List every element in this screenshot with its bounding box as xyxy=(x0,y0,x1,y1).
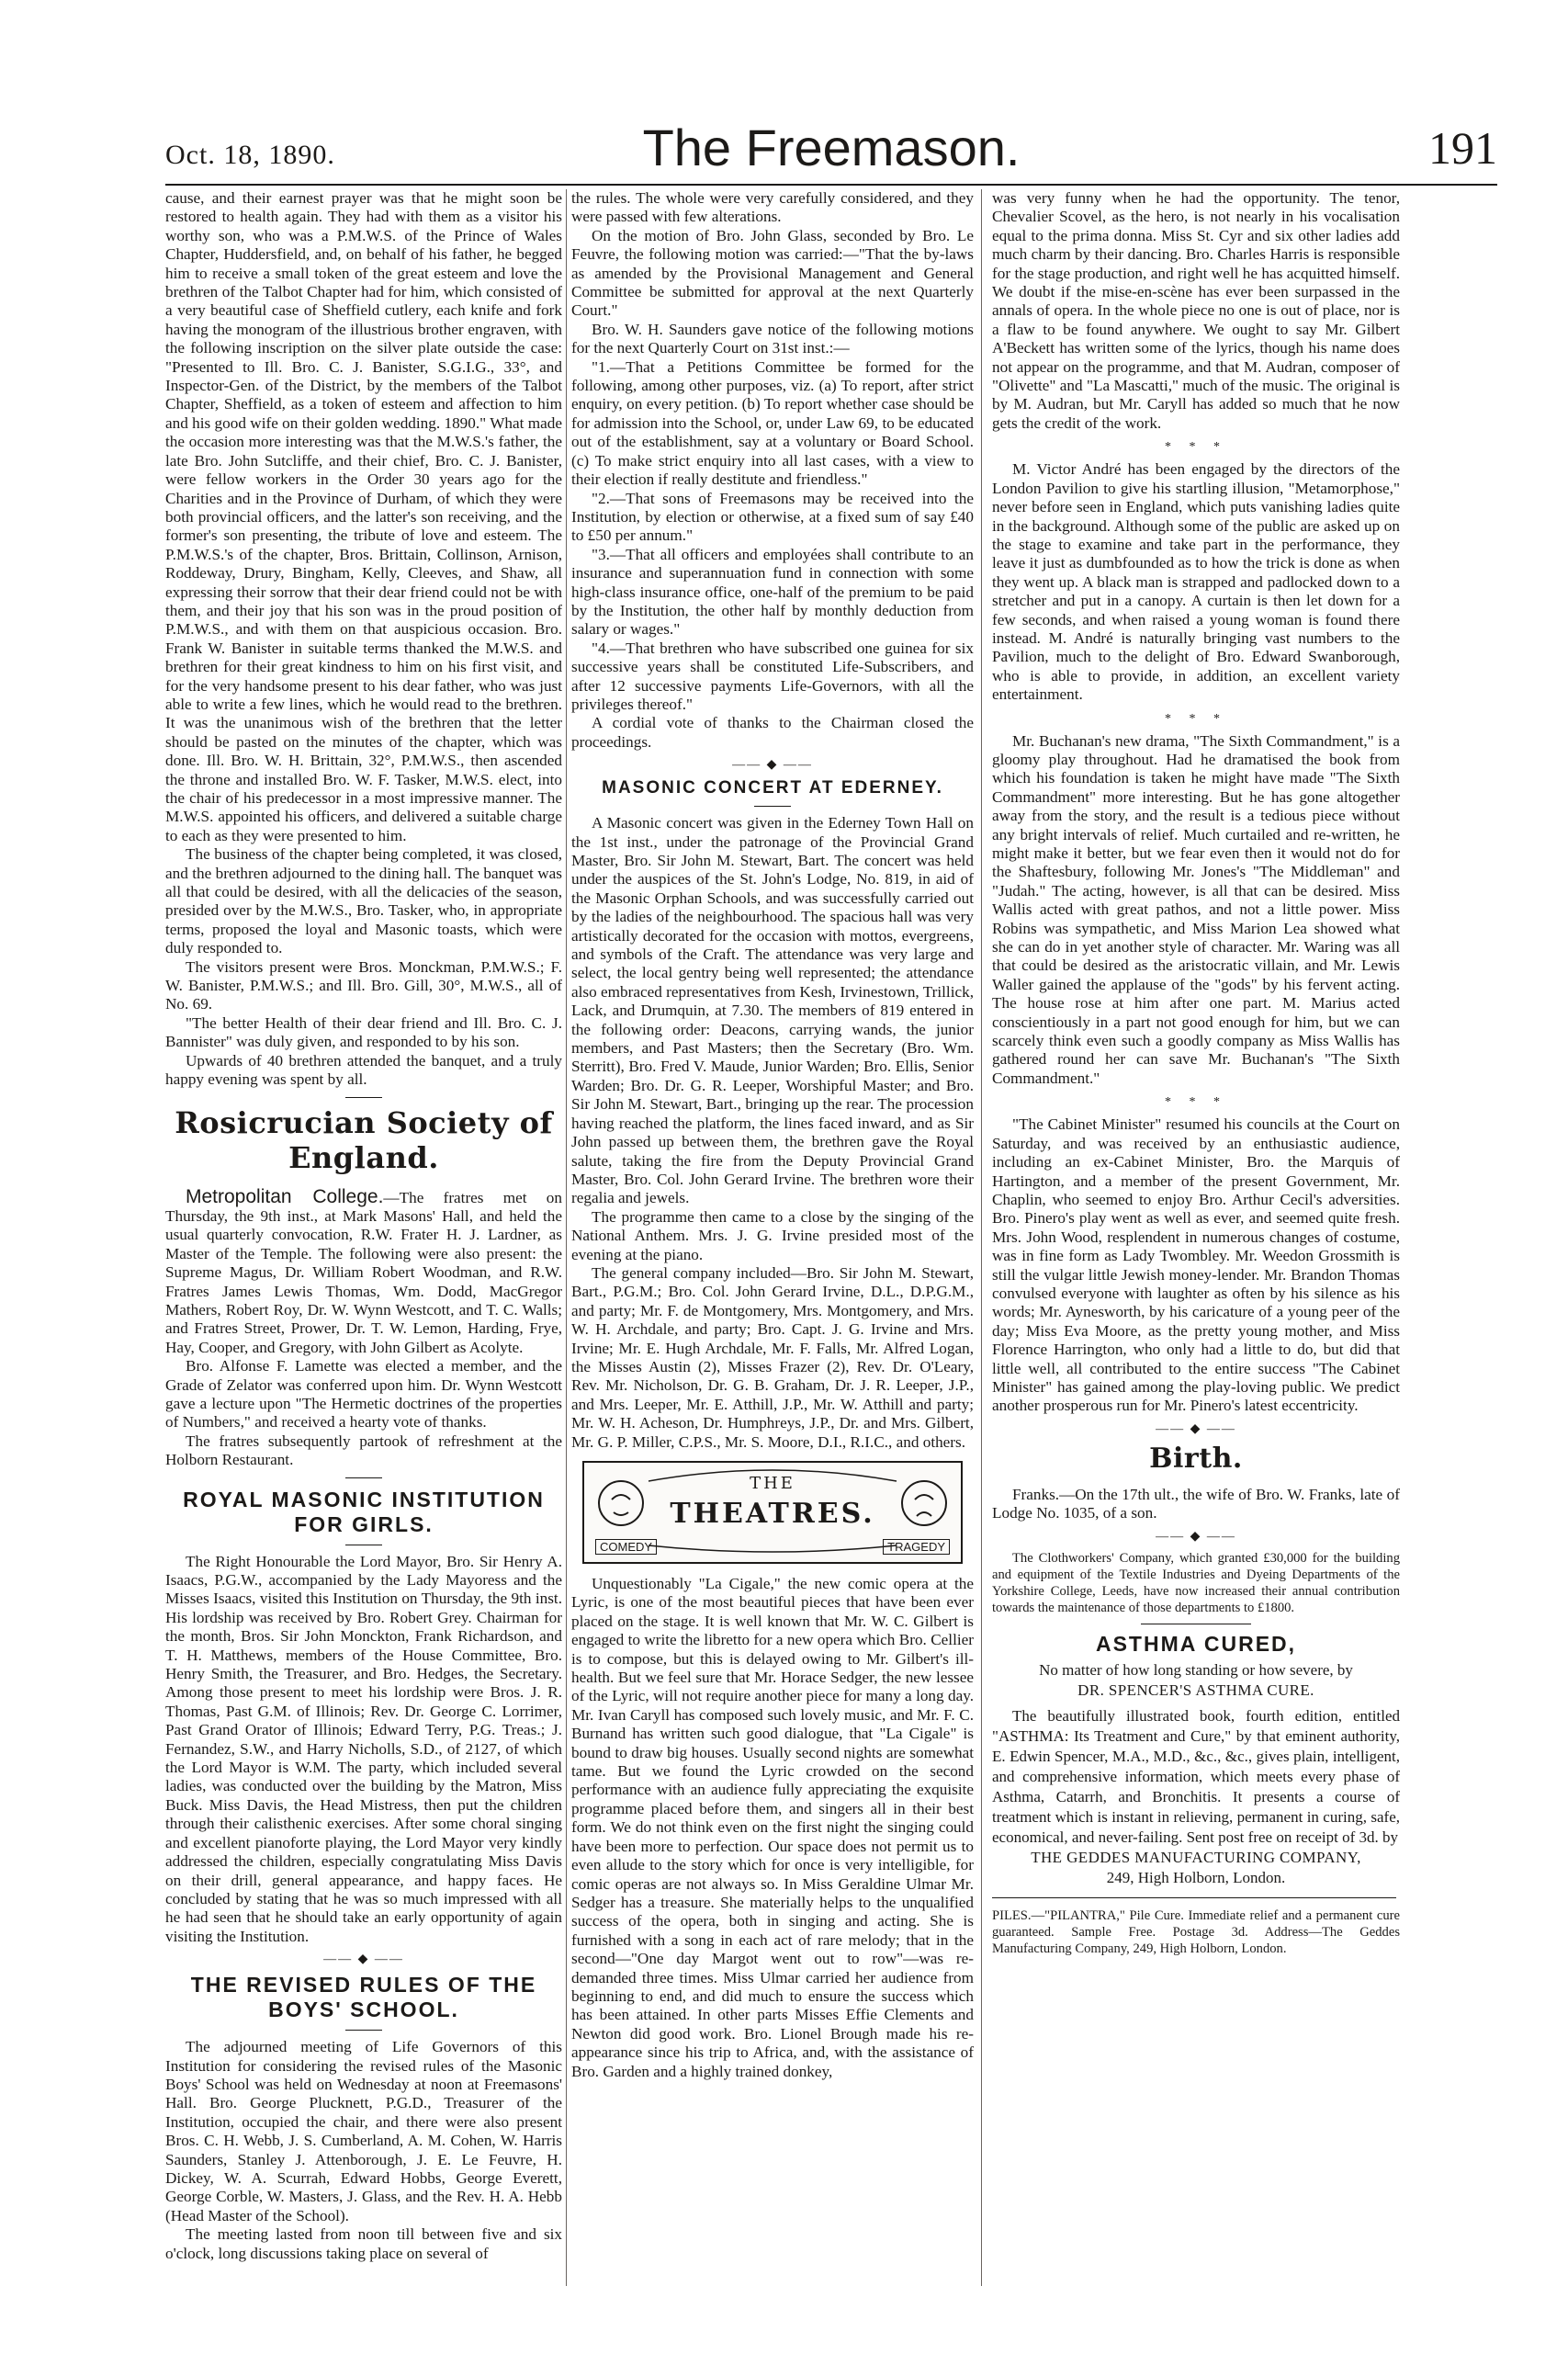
article-paragraph: was very funny when he had the opportunity. The tenor, Chevalier Scovel, as the hero, is not nearly in his vocalisation equal to the prima donna. Miss St. Cyr and six other ladies add much charm by their dancing. Bro. Charles Harris is responsible for the stage production, and right well he has acquitted himself. We doubt if the mise-en-scène has ever been surpassed in the annals of opera. In the whole piece no one is out of place, nor is a flaw to be found anywhere. We ought to say Mr. Gilbert A'Beckett has written some of the lyrics, though his name does not appear on the programme, and that M. Audran, composer of "Olivette" and "La Mascatti," much of the music. The original is by M. Audran, but Mr. Caryll has added so much that he now gets the credit of the work. xyxy=(992,189,1400,432)
subsection-lead: Metropolitan College. xyxy=(186,1185,384,1207)
divider xyxy=(345,1097,382,1098)
masthead-rule xyxy=(165,184,1497,186)
article-paragraph: The meeting lasted from noon till between five and six o'clock, long discussions taking place on several of xyxy=(165,2225,562,2262)
issue-date: Oct. 18, 1890. xyxy=(165,140,335,170)
article-paragraph: "The better Health of their dear friend and Ill. Bro. C. J. Bannister" was duly given, and responded to by his son. xyxy=(165,1013,562,1051)
section-heading: Birth. xyxy=(1149,1442,1243,1475)
article-paragraph: M. Victor André has been engaged by the directors of the London Pavilion to give his startling illusion, "Metamorphose," never before seen in England, which puts vanishing ladies quite in the background. Although some of the public are asked up on the stage to examine and take part in the performance, they leave it just as dumbfounded as to how the trick is done as when they went up. A black man is strapped and padlocked down to a stretcher and put in a canopy. A curtain is then let down for a few seconds, and when raised a young woman is found there instead. M. André is naturally bringing vast numbers to the Pavilion, much to the delight of Bro. Edward Swanborough, who is able to provide, in addition, an excellent variety entertainment. xyxy=(992,460,1400,704)
article-paragraph: The general company included—Bro. Sir John M. Stewart, Bart., P.G.M.; Bro. Col. John Gerard Irvine, D.L., D.P.G.M., and party; Mr. F. de Montgomery, Mrs. Montgomery, and Mrs. W. H. Archdale, and party; Bro. Capt. J. G. Irvine and Mrs. Irvine; Mr. E. Hugh Archdale, Mr. F. Falls, Mr. Alfred Logan, the Misses Austin (2), Misses Frazer (2), Rev. Dr. O'Leary, Rev. Mr. Nicholson, Dr. G. B. Graham, Dr. J. R. Leeper, J.P., and Mrs. Leeper, Mr. E. Atthill, J.P., Mr. W. Atthill and party; Mr. W. H. Acheson, Dr. Humphreys, J.P., Dr. and Mrs. Gilbert, Mr. G. P. Miller, C.P.S., Mr. S. Moore, D.I., R.I.C., and others. xyxy=(571,1263,974,1451)
article-paragraph: The visitors present were Bros. Monckman, P.M.W.S.; F. W. Banister, P.M.W.S.; and Ill. Bro. Gill, 30°, M.W.S., all of No. 69. xyxy=(165,957,562,1013)
asthma-advertisement xyxy=(992,1632,1400,1888)
ad-company: THE GEDDES MANUFACTURING COMPANY, xyxy=(1031,1848,1361,1866)
section-stars: * * * xyxy=(1165,440,1227,455)
ad-body: PILES.—"PILANTRA," Pile Cure. Immediate relief and a permanent cure guaranteed. Sample Free. Postage 3d. Address—The Geddes Manufacturing Company, 249, High Holborn, London. xyxy=(992,1907,1400,1956)
article-paragraph: Upwards of 40 brethren attended the banquet, and a truly happy evening was spent by all. xyxy=(165,1051,562,1089)
article-paragraph: The fratres subsequently partook of refreshment at the Holborn Restaurant. xyxy=(165,1432,562,1469)
divider xyxy=(754,806,791,807)
column-rule xyxy=(566,189,567,2286)
article-paragraph: "3.—That all officers and employées shall contribute to an insurance and superannuation fund in connection with some high-class insurance office, one-half of the premium to be paid by the Institution, the other half by monthly deduction from salary or wages." xyxy=(571,545,974,639)
ad-body: The beautifully illustrated book, fourth edition, entitled "ASTHMA: Its Treatment and Cure," by that eminent authority, E. Edwin Spencer, M.A., M.D., &c., &c., gives plain, intelligent, and comprehensive information, which meets every phase of Asthma, Catarrh, and Bronchitis. It presents a course of treatment which is instant in relieving, permanent in curing, safe, economical, and never-failing. Sent post free on receipt of 3d. by xyxy=(992,1706,1400,1846)
tragedy-label: TRAGEDY xyxy=(883,1539,950,1555)
article-paragraph: "The Cabinet Minister" resumed his councils at the Court on Saturday, and was received by an enthusiastic audience, including an ex-Cabinet Minister, Bro. the Marquis of Hartington, and a member of the present Government, Mr. Chaplin, who seemed to enjoy Bro. Arthur Cecil's adversities. Bro. Pinero's play went as well as ever, and seemed quite fresh. Mrs. John Wood, resplendent in numerous changes of costume, was in fine form as Lady Twombley. Mr. Weedon Grossmith is still the vulgar little Jewish money-lender. Mr. Brandon Thomas convulsed everyone with laughter as often by his silence as his words; Mr. Aynesworth, by his caricature of a young peer of the day; Miss Eva Moore, as the pretty young mother, and Miss Florence Harrington, who only had a little to do, but did that little well, all contributed to the entire success "The Cabinet Minister" has gained among the play-loving public. We predict another prosperous run for Mr. Pinero's latest eccentricity. xyxy=(992,1115,1400,1415)
ad-address: 249, High Holborn, London. xyxy=(1106,1868,1286,1886)
page-number: 191 xyxy=(1428,122,1497,174)
divider xyxy=(345,2030,382,2031)
ad-heading: ASTHMA CURED, xyxy=(1095,1631,1297,1656)
article-paragraph: cause, and their earnest prayer was that he might soon be restored to health again. They had with them as a visitor his worthy son, who was a P.M.W.S. of the Prince of Wales Chapter, Huddersfield, and, on behalf of his father, he begged him to receive a small token of the great esteem and love the brethren of the Talbot Chapter had for him, which consisted of a very beautiful case of Sheffield cutlery, each knife and fork having the monogram of the illustrious brother engraven, with the following inscription on the silver plate outside the case: "Presented to Ill. Bro. C. J. Banister, S.G.I.G., 33°, and Inspector-Gen. of the District, by the members of the Talbot Chapter, Sheffield, as a token of esteem and affection to him and his good wife on their golden wedding. 1890." What made the occasion more interesting was that the M.W.S.'s father, the late Bro. John Sutcliffe, and their chief, Bro. C. J. Banister, were fellow workers in the Order 30 years ago for the Charities and in the Province of Durham, of which they were both provincial officers, and the latter's son receiving, and the former's son presenting, the tribute of love and esteem. The P.M.W.S.'s of the chapter, Bros. Brittain, Collinson, Arnison, Roddeway, Drury, Bingham, Kelly, Cleeves, and Shaw, all expressing their sorrow that their dear friend could not be with them, and their joy that his son was in the proud position of P.M.W.S., and with them on that auspicious occasion. Bro. Frank W. Banister in suitable terms thanked the M.W.S. and brethren for their great kindness to him on his first visit, and for the very handsome present to his dear father, who was just able to write a few lines, which he would read to the brethren. It was the unanimous wish of the brethren that the letter should be pasted on the minutes of the chapter, which was done. Ill. Bro. W. H. Brittain, 32°, P.M.W.S., then ascended the throne and installed Bro. W. F. Tasker, M.W.S. elect, into the chair of his predecessor in a most impressive manner. The M.W.S. appointed his officers, and delivered a suitable charge to each as they were presented to him. xyxy=(165,189,562,844)
column-1 xyxy=(165,189,562,2303)
ornament-divider: —— ◆ —— xyxy=(1156,1421,1236,1436)
article-paragraph: Mr. Buchanan's new drama, "The Sixth Commandment," is a gloomy play throughout. Had he dramatised the book from which his foundation is taken he might have made "The Sixth Commandment" more interesting. But he has gone altogether away from the story, and the result is a tedious piece without any bright intervals of relief. Much curtailed and re-written, he might make it better, but we fear even then it would not do for the Shaftesbury, following Mr. Jones's "The Middleman" and "Judah." The acting, however, is all that can be desired. Miss Wallis acted with great pathos, and not a little power. Miss Robins was sympathetic, and Miss Marion Lea showed what she can do in yet another style of character. Mr. Waring was all that could be desired as the aristocratic villain, and Mr. Lewis Waller gained the applause of the "gods" by his fervent acting. The house rose at him after one part. M. Marius acted conscientiously in a part not good enough for him, but we can scarcely think even such a goodly company as Miss Wallis has gathered round her can save Mr. Buchanan's "The Sixth Commandment." xyxy=(992,731,1400,1087)
divider xyxy=(345,1477,382,1478)
banner-title: THEATRES. xyxy=(670,1498,875,1530)
section-heading: BOYS' SCHOOL. xyxy=(268,1998,459,2022)
section-heading: ROYAL MASONIC INSTITUTION xyxy=(183,1487,545,1511)
newspaper-title: The Freemason. xyxy=(642,119,1021,176)
ad-subheading: No matter of how long standing or how severe, by xyxy=(1039,1660,1353,1679)
theatres-banner xyxy=(582,1461,963,1564)
article-paragraph: The Clothworkers' Company, which granted £30,000 for the building and equipment of the Textile Industries and Dyeing Departments of the Yorkshire College, Leeds, have now increased their annual contribution towards the maintenance of those departments to £1800. xyxy=(992,1550,1400,1615)
ad-doctor: DR. SPENCER'S ASTHMA CURE. xyxy=(1077,1681,1314,1699)
birth-notice: Franks.—On the 17th ult., the wife of Bro. W. Franks, late of Lodge No. 1035, of a son. xyxy=(992,1485,1400,1522)
article-paragraph: "2.—That sons of Freemasons may be received into the Institution, by election or otherwise, at a fixed sum of say £40 to £50 per annum." xyxy=(571,489,974,545)
article-paragraph: "4.—That brethren who have subscribed one guinea for six successive years shall be constituted Life-Subscribers, and after 12 successive payments Life-Governors, with all the privileges thereof." xyxy=(571,639,974,713)
article-paragraph: "1.—That a Petitions Committee be formed for the following, among other purposes, viz. (a) To report, after strict enquiry, on every petition. (b) To report whether case should be for admission into the School, or, under Law 69, to be educated out of the establishment, say at a voluntary or Board School. (c) To make strict enquiry into all last cases, with a view to their election if really destitute and friendless." xyxy=(571,357,974,489)
article-paragraph: the rules. The whole were very carefully considered, and they were passed with few alterations. xyxy=(571,189,974,226)
section-heading: Rosicrucian Society of England. xyxy=(175,1104,553,1175)
article-paragraph: A cordial vote of thanks to the Chairman closed the proceedings. xyxy=(571,714,974,751)
article-paragraph: Unquestionably "La Cigale," the new comic opera at the Lyric, is one of the most beautiful pieces that have been ever placed on the stage. It is well known that Mr. W. C. Gilbert is engaged to write the libretto for a new opera which Bro. Cellier is to compose, but this is delayed owing to Mr. Gilbert's ill-health. But we feel sure that Mr. Horace Sedger, the new lessee of the Lyric, will not require another piece for many a long day. Mr. Ivan Caryll has composed such lovely music, and Mr. F. C. Burnand has written such good dialogue, that "La Cigale" is bound to draw big houses. Usually second nights are somewhat tame. But we found the Lyric crowded on the second performance with an audience fully appreciating the exquisite programme placed before them, and singers all in their best form. We do not think even on the first night the singing could have been more to perfection. Our space does not permit us to even allude to the story which for once is very intelligible, for comic operas are not always so. In Miss Geraldine Ulmar Mr. Sedger has a treasure. She materially helps to the unqualified success of the opera, both in singing and acting. She is furnished with a song in each act of rare melody; that in the second—"One day Margot went out to row"—was re-demanded three times. Miss Ulmar carried her audience from beginning to end, and did much to ensure the success which has been attained. In other parts Misses Effie Clements and Newton did good work. Bro. Lionel Brough made his re-appearance since his trip to Africa, and, with the assistance of Bro. Garden and a highly trained donkey, xyxy=(571,1575,974,2080)
section-stars: * * * xyxy=(1165,1095,1227,1110)
section-heading: MASONIC CONCERT AT EDERNEY. xyxy=(602,778,943,798)
column-2 xyxy=(571,189,974,2303)
ornament-divider: —— ◆ —— xyxy=(323,1952,404,1967)
article-paragraph: Bro. W. H. Saunders gave notice of the following motions for the next Quarterly Court on 31st inst.:— xyxy=(571,320,974,357)
article-paragraph: The business of the chapter being completed, it was closed, and the brethren adjourned to the dining hall. The banquet was all that could be desired, with all the delicacies of the season, presided over by the M.W.S., Bro. Tasker, who, in appropriate terms, proposed the loyal and Masonic toasts, which were duly responded to. xyxy=(165,845,562,957)
section-heading: FOR GIRLS. xyxy=(294,1511,434,1536)
piles-advertisement xyxy=(992,1907,1400,1957)
article-text: —The fratres met on Thursday, the 9th inst., at Mark Masons' Hall, and held the usual quarterly convocation, R.W. Frater H. J. Lardner, as Master of the Temple. The following were also present: the Supreme Magus, Dr. William Robert Woodman, and R.W. Fratres James Lewis Thomas, Wm. Dodd, MacGregor Mathers, Robert Roy, Dr. W. Wynn Westcott, and T. C. Walls; and Fratres Street, Prower, Dr. T. W. Lemon, Harding, Frye, Hay, Cooper, and Gregory, with John Gilbert as Acolyte. xyxy=(165,1188,562,1356)
banner-the: THE xyxy=(750,1474,795,1493)
small-notice xyxy=(992,1550,1400,1616)
divider xyxy=(992,1897,1396,1898)
comedy-label: COMEDY xyxy=(595,1539,657,1555)
article-paragraph: The adjourned meeting of Life Governors of this Institution for considering the revised rules of the Masonic Boys' School was held on Wednesday at noon at Freemasons' Hall. Bro. George Plucknett, P.G.D., Treasurer of the Institution, occupied the chair, and there were also present Bros. C. H. Webb, J. S. Cumberland, A. M. Cohen, W. Harris Saunders, Stanley J. Attenborough, J. E. Le Feuvre, H. Dickey, W. A. Scurrah, Edward Hobbs, George Everett, George Corble, W. Masters, J. Glass, and the Rev. H. A. Hebb (Head Master of the School). xyxy=(165,2038,562,2224)
article-paragraph: A Masonic concert was given in the Ederney Town Hall on the 1st inst., under the patronage of the Provincial Grand Master, Bro. Sir John M. Stewart, Bart. The concert was held under the auspices of the St. John's Lodge, No. 819, in aid of the Masonic Orphan Schools, and was successfully carried out by the ladies of the neighbourhood. The spacious hall was very artistically decorated for the occasion with mottos, evergreens, and symbols of the Craft. The attendance was very large and select, the local gentry being well represented; the attendance also embraced representatives from Kesh, Irvinestown, Trillick, Lack, and Drumquin, at 7.30. The members of 819 entered in the following order: Deacons, carrying wands, the junior members, and Past Masters; then the Secretary (Bro. Wm. Sterritt), Bro. Fred V. Maude, Junior Warden; Bro. Ellis, Senior Warden; Bro. Dr. G. R. Leeper, Worshipful Master; and Bro. Sir John M. Stewart, Bart., bringing up the rear. The procession having reached the platform, the lines faced inward, and as Sir John passed up between them, the brethren gave the Royal salute, taking the fire from the Deputy Provincial Grand Master, Bro. Col. John Gerard Irvine. The brethren wore their regalia and jewels. xyxy=(571,814,974,1207)
article-paragraph: The programme then came to a close by the singing of the National Anthem. Mrs. J. G. Irvine presided most of the evening at the piano. xyxy=(571,1207,974,1263)
section-heading: THE REVISED RULES OF THE xyxy=(190,1973,537,1998)
ornament-divider: —— ◆ —— xyxy=(732,758,813,773)
masthead xyxy=(165,112,1497,184)
ornament-divider: —— ◆ —— xyxy=(1156,1529,1236,1544)
column-rule xyxy=(981,189,982,2286)
column-3 xyxy=(992,189,1400,2303)
article-paragraph: Bro. Alfonse F. Lamette was elected a member, and the Grade of Zelator was conferred upon him. Dr. Wynn Westcott gave a lecture upon "The Hermetic doctrines of the properties of Numbers," and received a hearty vote of thanks. xyxy=(165,1357,562,1432)
section-stars: * * * xyxy=(1165,711,1227,726)
article-paragraph: The Right Honourable the Lord Mayor, Bro. Sir Henry A. Isaacs, P.G.W., accompanied by the Lady Mayoress and the Misses Isaacs, visited this Institution on Thursday, the 9th inst. His lordship was received by Bro. Robert Grey. Chairman for the month, Bros. Sir John Monckton, Frank Richardson, and T. H. Matthews, members of the House Committee, Bro. Henry Smith, the Treasurer, and Bro. Hedges, the Secretary. Among those present to meet his lordship were Bros. J. R. Thomas, Past G.M. of Illinois; Rev. Dr. George C. Lorrimer, Past Grand Orator of Illinois; Edward Terry, P.G. Treas.; J. Fernandez, S.W., and Harry Nicholls, S.D., of 2127, of which the Lord Mayor is W.M. The party, which included several ladies, was conducted over the building by the Matron, Miss Buck. Miss Davis, the Head Mistress, then put the children through their calisthenic exercises. After some choral singing and excellent pianoforte playing, the Lord Mayor very kindly addressed the children, especially congratulating Miss Davis on their drill, general appearance, and happy faces. He concluded by stating that he was so much impressed with all he had seen that he should take an early opportunity of again visiting the Institution. xyxy=(165,1552,562,1945)
article-paragraph: On the motion of Bro. John Glass, seconded by Bro. Le Feuvre, the following motion was carried:—"That the by-laws as amended by the Provisional Management and General Committee be submitted for approval at the next Quarterly Court." xyxy=(571,226,974,320)
